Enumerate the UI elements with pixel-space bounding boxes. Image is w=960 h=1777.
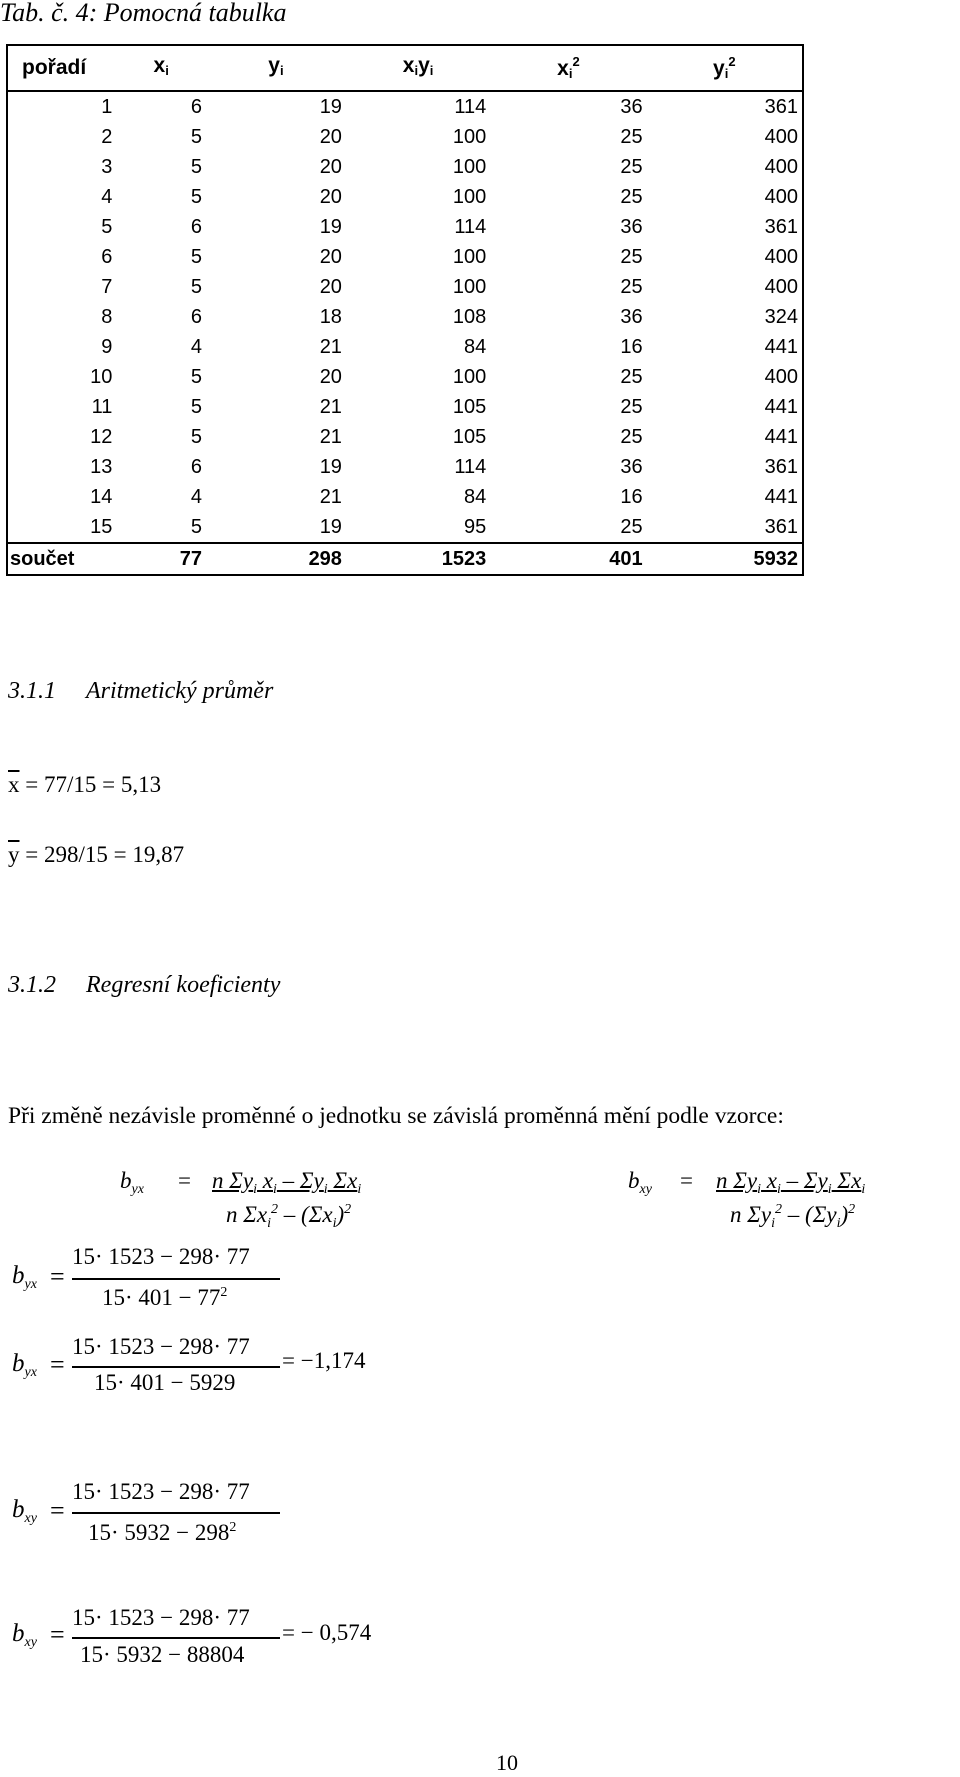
table-cell: 25 bbox=[620, 426, 643, 448]
formula-byx-denominator: n $\Sigma x_i^2 - (\Sigma x_i)^2$ bbox=[226, 1202, 352, 1231]
table-cell: 441 bbox=[764, 396, 798, 418]
mean-y-symbol: $\overline{y}$ bbox=[8, 842, 20, 867]
column-header: $x_i^2$ bbox=[490, 45, 646, 91]
table-cell: 5 bbox=[101, 216, 113, 238]
table-cell: 18 bbox=[319, 306, 342, 328]
calc1-denominator: $15\cdot 401 - 77^2$ bbox=[102, 1285, 228, 1310]
table-cell: 36 bbox=[620, 96, 643, 118]
table-row bbox=[7, 91, 803, 122]
sum-cell: 298 bbox=[206, 543, 346, 575]
calc3-denominator: $15\cdot 5932 - 298^2$ bbox=[88, 1520, 237, 1545]
table-cell: 20 bbox=[319, 186, 342, 208]
formula-bxy-numerator: n $\Sigma y_i$ $x_i - \Sigma y_i$ $\Sigma x_i$ bbox=[716, 1168, 866, 1197]
sum-cell: 77 bbox=[116, 543, 206, 575]
table-row bbox=[7, 122, 803, 152]
calc2-eq: = bbox=[50, 1350, 65, 1379]
formula-byx-eq: = bbox=[178, 1168, 191, 1193]
table-cell: 19 bbox=[319, 516, 342, 538]
column-header: $y_i^2$ bbox=[647, 45, 803, 91]
table-cell: 441 bbox=[764, 426, 798, 448]
table-cell: 5 bbox=[190, 396, 202, 418]
table-cell: 1 bbox=[101, 96, 113, 118]
section-heading-mean bbox=[8, 678, 273, 705]
formula-byx-lhs: $b_{yx}$ bbox=[120, 1168, 144, 1197]
table-cell: 16 bbox=[620, 336, 643, 358]
table-cell: 400 bbox=[764, 276, 798, 298]
calc4-eq: = bbox=[50, 1620, 65, 1649]
table-cell: 25 bbox=[620, 516, 643, 538]
table-cell: 6 bbox=[101, 246, 113, 268]
table-cell: 16 bbox=[620, 486, 643, 508]
sum-cell: 5932 bbox=[647, 543, 803, 575]
table-cell: 6 bbox=[190, 456, 202, 478]
table-cell: 6 bbox=[190, 96, 202, 118]
column-header: $y_i$ bbox=[206, 45, 346, 91]
calc3-eq: = bbox=[50, 1496, 65, 1525]
table-cell: 108 bbox=[452, 306, 487, 328]
sum-cell: 401 bbox=[490, 543, 646, 575]
table-cell: 4 bbox=[190, 486, 202, 508]
table-cell: 4 bbox=[190, 336, 202, 358]
table-cell: 5 bbox=[190, 426, 202, 448]
calc1-numerator: 15· 1523 − 298· 77 bbox=[72, 1244, 250, 1269]
table-header-row bbox=[7, 45, 803, 91]
table-cell: 14 bbox=[90, 486, 113, 508]
calc4-denominator: 15· 5932 − 88804 bbox=[80, 1642, 245, 1667]
table-cell: 20 bbox=[319, 156, 342, 178]
mean-x-line bbox=[8, 772, 161, 798]
table-row bbox=[7, 362, 803, 392]
table-cell: 21 bbox=[319, 396, 342, 418]
table-cell: 100 bbox=[452, 156, 487, 178]
table-cell: 5 bbox=[190, 276, 202, 298]
table-cell: 5 bbox=[190, 516, 202, 538]
table-cell: 4 bbox=[101, 186, 113, 208]
table-cell: 9 bbox=[101, 336, 113, 358]
sum-cell: součet bbox=[7, 543, 116, 575]
calc2-denominator: 15· 401 − 5929 bbox=[94, 1370, 236, 1395]
table-cell: 20 bbox=[319, 276, 342, 298]
table-row bbox=[7, 272, 803, 302]
table-row bbox=[7, 392, 803, 422]
table-cell: 15 bbox=[90, 516, 113, 538]
table-cell: 5 bbox=[190, 156, 202, 178]
table-cell: 361 bbox=[764, 216, 798, 238]
table-cell: 25 bbox=[620, 366, 643, 388]
helper-table bbox=[6, 44, 804, 576]
table-cell: 441 bbox=[764, 486, 798, 508]
table-cell: 5 bbox=[190, 126, 202, 148]
table-cell: 324 bbox=[764, 306, 798, 328]
calc4-numerator: 15· 1523 − 298· 77 bbox=[72, 1605, 250, 1630]
mean-y-line bbox=[8, 842, 184, 868]
table-cell: 7 bbox=[101, 276, 113, 298]
table-cell: 36 bbox=[620, 216, 643, 238]
table-cell: 361 bbox=[764, 516, 798, 538]
table-row bbox=[7, 482, 803, 512]
table-cell: 400 bbox=[764, 246, 798, 268]
table-cell: 100 bbox=[452, 366, 487, 388]
calc3-fraction-bar bbox=[72, 1512, 280, 1514]
table-cell: 114 bbox=[454, 216, 487, 238]
table-cell: 105 bbox=[452, 426, 487, 448]
table-cell: 21 bbox=[319, 336, 342, 358]
table-cell: 21 bbox=[319, 486, 342, 508]
formula-bxy-lhs: $b_{xy}$ bbox=[628, 1168, 652, 1197]
table-row bbox=[7, 452, 803, 482]
table-cell: 361 bbox=[764, 456, 798, 478]
paragraph: Při změně nezávisle proměnné o jednotku se závislá proměnná mění podle vzorce: bbox=[8, 1103, 784, 1129]
table-row bbox=[7, 422, 803, 452]
table-cell: 105 bbox=[452, 396, 487, 418]
table-cell: 400 bbox=[764, 126, 798, 148]
table-cell: 20 bbox=[319, 126, 342, 148]
table-cell: 25 bbox=[620, 186, 643, 208]
table-cell: 11 bbox=[91, 396, 113, 418]
table-sum-row bbox=[7, 543, 803, 575]
formula-byx-numerator: n $\Sigma y_i$ $x_i - \Sigma y_i$ $\Sigma x_i$ bbox=[212, 1168, 362, 1197]
table-cell: 114 bbox=[454, 456, 487, 478]
table-cell: 400 bbox=[764, 366, 798, 388]
table-cell: 441 bbox=[764, 336, 798, 358]
calc3-lhs: $b_{xy}$ bbox=[12, 1496, 37, 1526]
table-cell: 25 bbox=[620, 276, 643, 298]
table-cell: 13 bbox=[90, 456, 113, 478]
section-title: Regresní koeficienty bbox=[86, 972, 281, 998]
table-cell: 100 bbox=[452, 126, 487, 148]
table-cell: 19 bbox=[319, 96, 342, 118]
section-number: 3.1.1 bbox=[8, 678, 56, 704]
calc2-fraction-bar bbox=[72, 1366, 280, 1368]
table-row bbox=[7, 332, 803, 362]
section-heading-regression bbox=[8, 972, 280, 999]
table-cell: 19 bbox=[319, 456, 342, 478]
table-cell: 400 bbox=[764, 156, 798, 178]
table-cell: 25 bbox=[620, 246, 643, 268]
table-cell: 84 bbox=[464, 486, 487, 508]
table-cell: 5 bbox=[190, 246, 202, 268]
table-cell: 20 bbox=[319, 366, 342, 388]
table-cell: 20 bbox=[319, 246, 342, 268]
section-number: 3.1.2 bbox=[8, 972, 56, 998]
column-header: $x_iy_i$ bbox=[346, 45, 490, 91]
table-row bbox=[7, 212, 803, 242]
table-cell: 100 bbox=[452, 276, 487, 298]
calc1-lhs: $b_{yx}$ bbox=[12, 1262, 37, 1292]
calc2-result: = −1,174 bbox=[282, 1348, 366, 1373]
calc1-fraction-bar bbox=[72, 1278, 280, 1280]
calc2-numerator: 15· 1523 − 298· 77 bbox=[72, 1334, 250, 1359]
table-caption: Tab. č. 4: Pomocná tabulka bbox=[0, 0, 287, 27]
table-cell: 12 bbox=[90, 426, 113, 448]
table-row bbox=[7, 152, 803, 182]
table-cell: 5 bbox=[190, 186, 202, 208]
table-cell: 6 bbox=[190, 216, 202, 238]
formula-bxy-eq: = bbox=[680, 1168, 693, 1193]
table-row bbox=[7, 182, 803, 212]
mean-x-symbol: $\overline{x}$ bbox=[8, 772, 20, 797]
calc4-fraction-bar bbox=[72, 1637, 280, 1639]
table-cell: 6 bbox=[190, 306, 202, 328]
table-cell: 19 bbox=[319, 216, 342, 238]
table-cell: 21 bbox=[319, 426, 342, 448]
table-row bbox=[7, 302, 803, 332]
table-cell: 25 bbox=[620, 396, 643, 418]
mean-x-expression: = 77/15 = 5,13 bbox=[25, 772, 162, 797]
calc4-lhs: $b_{xy}$ bbox=[12, 1620, 37, 1650]
column-header: pořadí bbox=[7, 45, 116, 91]
table-cell: 400 bbox=[764, 186, 798, 208]
table-cell: 3 bbox=[101, 156, 113, 178]
table-cell: 8 bbox=[101, 306, 113, 328]
formula-bxy-denominator: n $\Sigma y_i^2 - (\Sigma y_i)^2$ bbox=[730, 1202, 856, 1231]
table-cell: 25 bbox=[620, 156, 643, 178]
sum-cell: 1523 bbox=[346, 543, 490, 575]
table-row bbox=[7, 512, 803, 543]
table-cell: 25 bbox=[620, 126, 643, 148]
calc3-numerator: 15· 1523 − 298· 77 bbox=[72, 1479, 250, 1504]
table-cell: 5 bbox=[190, 366, 202, 388]
table-cell: 2 bbox=[101, 126, 113, 148]
column-header: $x_i$ bbox=[116, 45, 206, 91]
table-cell: 84 bbox=[464, 336, 487, 358]
table-cell: 361 bbox=[764, 96, 798, 118]
table-cell: 10 bbox=[90, 366, 113, 388]
table-cell: 36 bbox=[620, 456, 643, 478]
section-title: Aritmetický průměr bbox=[86, 678, 274, 704]
table-cell: 100 bbox=[452, 246, 487, 268]
mean-y-expression: = 298/15 = 19,87 bbox=[25, 842, 185, 867]
page-number: 10 bbox=[496, 1750, 518, 1775]
table-row bbox=[7, 242, 803, 272]
table-cell: 100 bbox=[452, 186, 487, 208]
table-cell: 36 bbox=[620, 306, 643, 328]
calc2-lhs: $b_{yx}$ bbox=[12, 1350, 37, 1380]
calc1-eq: = bbox=[50, 1262, 65, 1291]
table-cell: 114 bbox=[454, 96, 487, 118]
calc4-result: = − 0,574 bbox=[282, 1620, 372, 1645]
table-cell: 95 bbox=[464, 516, 487, 538]
